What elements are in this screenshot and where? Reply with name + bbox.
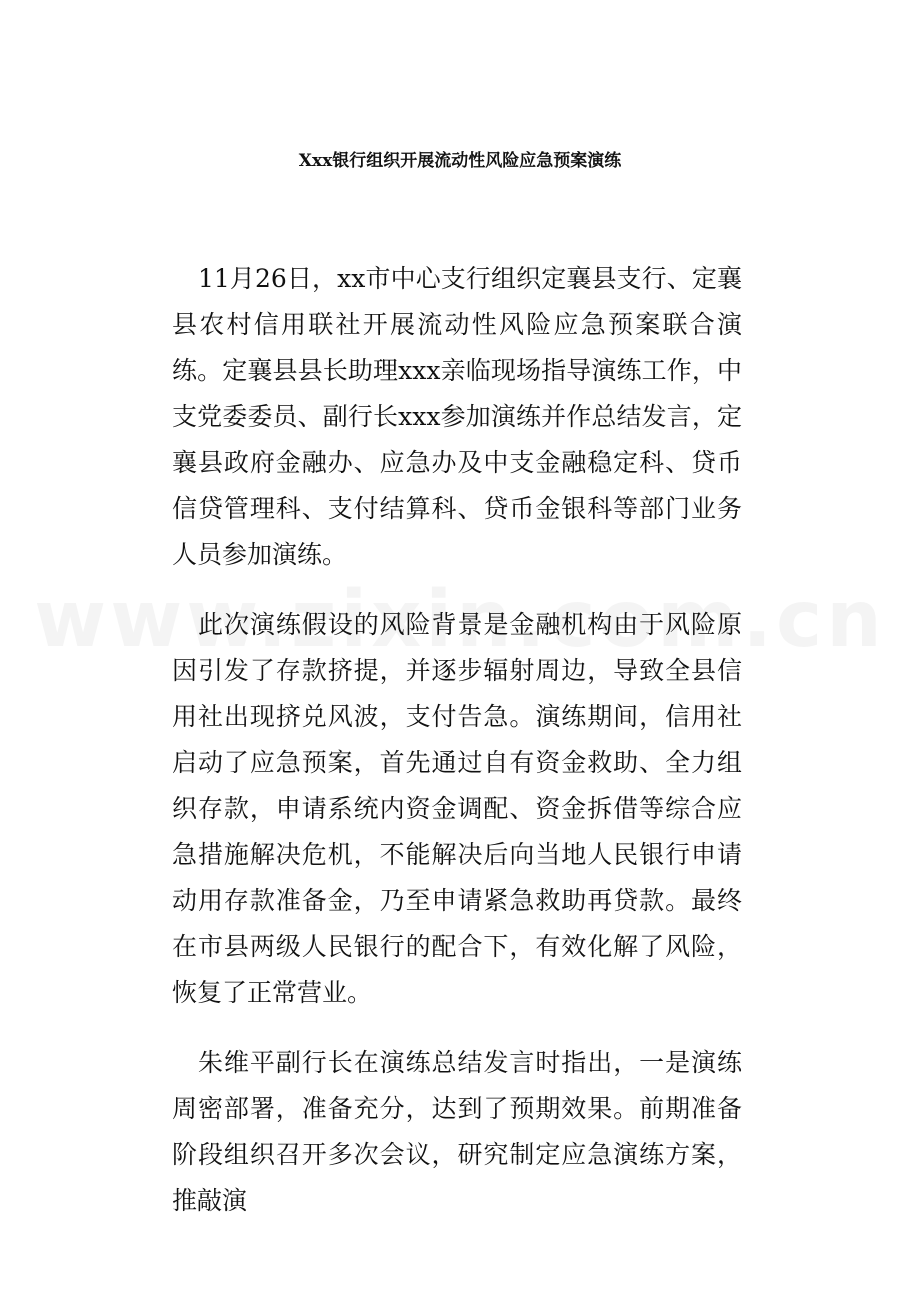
paragraph-2: 此次演练假设的风险背景是金融机构由于风险原因引发了存款挤提，并逐步辐射周边，导致全县信用社出现挤兑风波，支付告急。演练期间，信用社启动了应急预案，首先通过自有资金救助、全力组织存款，申请系统内资金调配、资金拆借等综合应急措施解决危机，不能解决后向当地人民银行申请动用存款准备金，乃至申请紧急救助再贷款。最终在市县两级人民银行的配合下，有效化解了风险，恢复了正常营业。 [172,610,742,1007]
paragraph-3: 朱维平副行长在演练总结发言时指出，一是演练周密部署，准备充分，达到了预期效果。前期准备阶段组织召开多次会议，研究制定应急演练方案，推敲演 [172,1048,742,1215]
document-title: Xxx银行组织开展流动性风险应急预案演练 [298,151,622,171]
document-body [172,256,742,1248]
paragraph-1: 11月26日，xx市中心支行组织定襄县支行、定襄县农村信用联社开展流动性风险应急预案联合演练。定襄县县长助理xxx亲临现场指导演练工作，中支党委委员、副行长xxx参加演练并作总结发言，定襄县政府金融办、应急办及中支金融稳定科、贷币信贷管理科、支付结算科、贷币金银科等部门业务人员参加演练。 [172,264,742,569]
